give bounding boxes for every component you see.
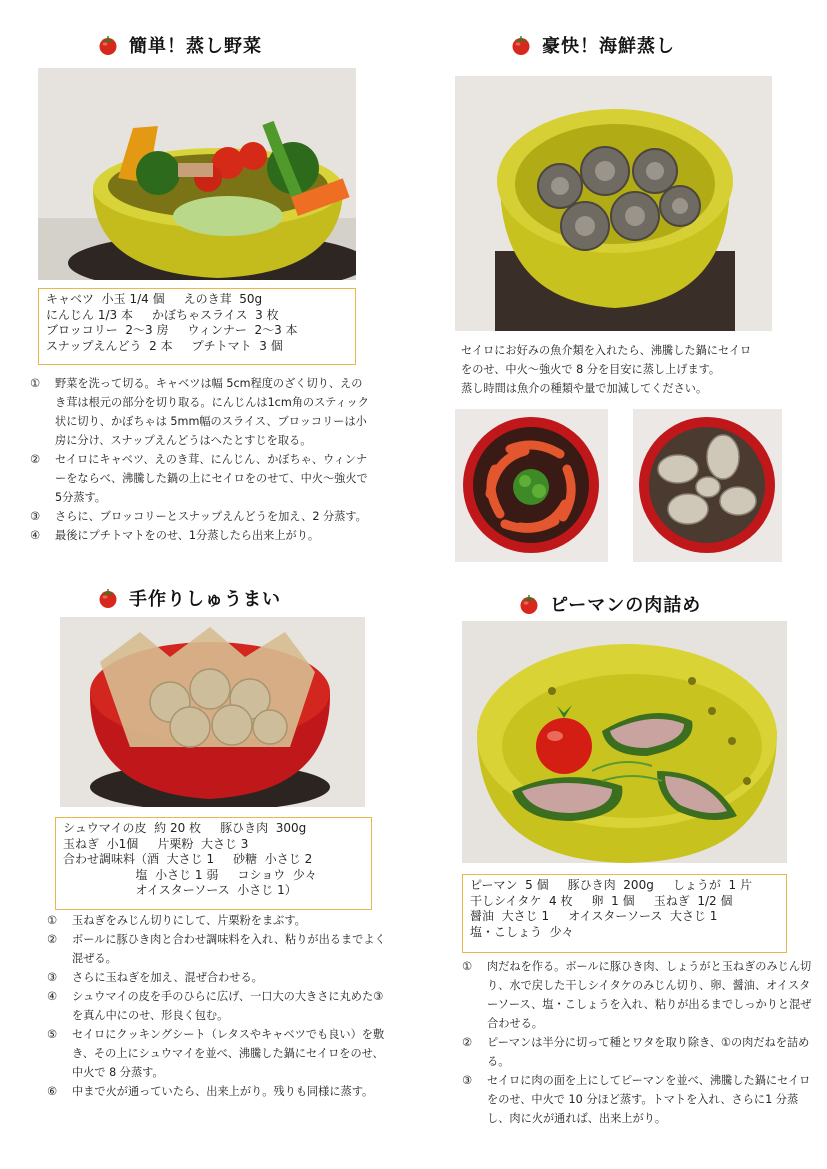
ingredient-line: 玉ねぎ 小1個 片栗粉 大さじ 3 xyxy=(63,836,249,851)
step-number: ③ xyxy=(47,971,58,984)
step-number: ② xyxy=(462,1036,473,1049)
step-text: 玉ねぎをみじん切りにして、片栗粉をまぶす。 xyxy=(72,914,306,927)
step-item xyxy=(462,1033,812,1071)
seafood-steamer-photo xyxy=(455,76,772,331)
step-item xyxy=(47,1082,392,1101)
step-item xyxy=(47,1025,392,1082)
ingredients-box-shumai xyxy=(55,817,372,910)
step-number: ⑥ xyxy=(47,1085,58,1098)
step-number: ④ xyxy=(47,990,58,1003)
step-number: ① xyxy=(47,914,58,927)
ingredient-line: にんじん 1/3 本 かぼちゃスライス 3 枚 xyxy=(46,307,279,322)
step-number: ② xyxy=(47,933,58,946)
tomato-icon xyxy=(97,587,119,609)
section-title-pepper xyxy=(518,591,701,617)
steps-pepper xyxy=(462,957,812,1128)
steps-steamed-veg xyxy=(30,374,370,545)
ingredient-line: オイスターソース 小さじ 1） xyxy=(63,883,297,897)
step-item xyxy=(30,526,370,545)
description-line: セイロにお好みの魚介類を入れたら、沸騰した鍋にセイロ xyxy=(461,344,752,357)
description-line: をのせ、中火～強火で 8 分を目安に蒸し上げます。 xyxy=(461,363,721,376)
step-text: ボールに豚ひき肉と合わせ調味料を入れ、粘りが出るまでよく混ぜる。 xyxy=(72,933,386,965)
stuffed-pepper-photo xyxy=(462,621,787,863)
step-text: 中まで火が通っていたら、出来上がり。残りも同様に蒸す。 xyxy=(72,1085,374,1098)
tomato-icon xyxy=(518,593,540,615)
step-number: ④ xyxy=(30,529,41,542)
step-item xyxy=(462,1071,812,1128)
step-item xyxy=(47,968,392,987)
ingredients-box-pepper xyxy=(462,874,787,953)
shumai-steamer-photo xyxy=(60,617,365,807)
step-item xyxy=(30,450,370,507)
title-text: ピーマンの肉詰め xyxy=(550,595,702,616)
ingredients-box-steamed-veg xyxy=(38,288,356,365)
step-text: さらに、ブロッコリーとスナップえんどうを加え、2 分蒸す。 xyxy=(55,510,367,523)
title-text: 豪快！海鮮蒸し xyxy=(542,36,675,57)
step-text: 最後にプチトマトをのせ、1分蒸したら出来上がり。 xyxy=(55,529,320,542)
step-number: ⑤ xyxy=(47,1028,58,1041)
ingredient-line: ブロッコリー 2～3 房 ウィンナー 2～3 本 xyxy=(46,323,298,337)
tomato-icon xyxy=(510,34,532,56)
step-number: ① xyxy=(462,960,473,973)
step-text: さらに玉ねぎを加え、混ぜ合わせる。 xyxy=(72,971,263,984)
step-item xyxy=(30,507,370,526)
description-line: 蒸し時間は魚介の種類や量で加減してください。 xyxy=(461,382,708,395)
step-text: 肉だねを作る。ボールに豚ひき肉、しょうがと玉ねぎのみじん切り、水で戻した干しシイタケのみじん切り、卵、醤油、オイスターソース、塩・こしょうを入れ、粘りが出るまでしっかりと混ぜ合わせる。 xyxy=(487,960,812,1030)
tomato-icon xyxy=(97,34,119,56)
steamed-vegetables-photo xyxy=(38,68,356,280)
seafood-description xyxy=(461,341,791,398)
step-text: 野菜を洗って切る。キャベツは幅 5cm程度のざく切り、えのき茸は根元の部分を切り取る。にんじんは1cm角のスティック状に切り、かぼちゃは 5mm幅のスライス、ブロッコリーは小房に分け、スナップえんどうはへたとすじを取る。 xyxy=(55,377,369,447)
step-item xyxy=(462,957,812,1033)
step-text: シュウマイの皮を手のひらに広げ、一口大の大きさに丸めた③を真ん中にのせ、形良く包む。 xyxy=(72,990,384,1022)
step-text: セイロにクッキングシート（レタスやキャベツでも良い）を敷き、その上にシュウマイを並べ、沸騰した鍋にセイロをのせ、中火で 8 分蒸す。 xyxy=(72,1028,385,1079)
shrimp-steamer-photo xyxy=(455,409,608,562)
step-number: ① xyxy=(30,377,41,390)
section-title-seafood xyxy=(510,32,675,58)
oyster-steamer-photo xyxy=(633,409,782,562)
step-text: セイロにキャベツ、えのき茸、にんじん、かぼちゃ、ウィンナーをならべ、沸騰した鍋の上にセイロをのせて、中火～強火で5分蒸す。 xyxy=(55,453,368,504)
ingredient-line: 醤油 大さじ 1 オイスターソース 大さじ 1 xyxy=(470,909,718,923)
ingredient-line: キャベツ 小玉 1/4 個 えのき茸 50g xyxy=(46,292,263,306)
section-title-steamed-veg xyxy=(97,32,262,58)
ingredient-line: 塩 小さじ 1 弱 コショウ 少々 xyxy=(63,867,317,882)
step-text: ピーマンは半分に切って種とワタを取り除き、①の肉だねを詰める。 xyxy=(487,1036,810,1068)
section-title-shumai xyxy=(97,585,281,611)
step-text: セイロに肉の面を上にしてピーマンを並べ、沸騰した鍋にセイロをのせ、中火で 10 分ほど蒸す。トマトを入れ、さらに1 分蒸し、肉に火が通れば、出来上がり。 xyxy=(487,1074,811,1125)
title-text: 簡単！蒸し野菜 xyxy=(129,36,262,57)
step-item xyxy=(30,374,370,450)
ingredient-line: 合わせ調味料（酒 大さじ 1 砂糖 小さじ 2 xyxy=(63,852,313,866)
step-item xyxy=(47,930,392,968)
ingredient-line: ピーマン 5 個 豚ひき肉 200g しょうが 1 片 xyxy=(470,878,752,892)
steps-shumai xyxy=(47,911,392,1101)
ingredient-line: 干しシイタケ 4 枚 卵 1 個 玉ねぎ 1/2 個 xyxy=(470,893,733,908)
title-text: 手作りしゅうまい xyxy=(129,589,281,610)
step-item xyxy=(47,987,392,1025)
step-number: ② xyxy=(30,453,41,466)
step-number: ③ xyxy=(462,1074,473,1087)
ingredient-line: 塩・こしょう 少々 xyxy=(470,924,574,939)
step-item xyxy=(47,911,392,930)
step-number: ③ xyxy=(30,510,41,523)
ingredient-line: スナップえんどう 2 本 プチトマト 3 個 xyxy=(46,338,283,353)
ingredient-line: シュウマイの皮 約 20 枚 豚ひき肉 300g xyxy=(63,821,307,835)
